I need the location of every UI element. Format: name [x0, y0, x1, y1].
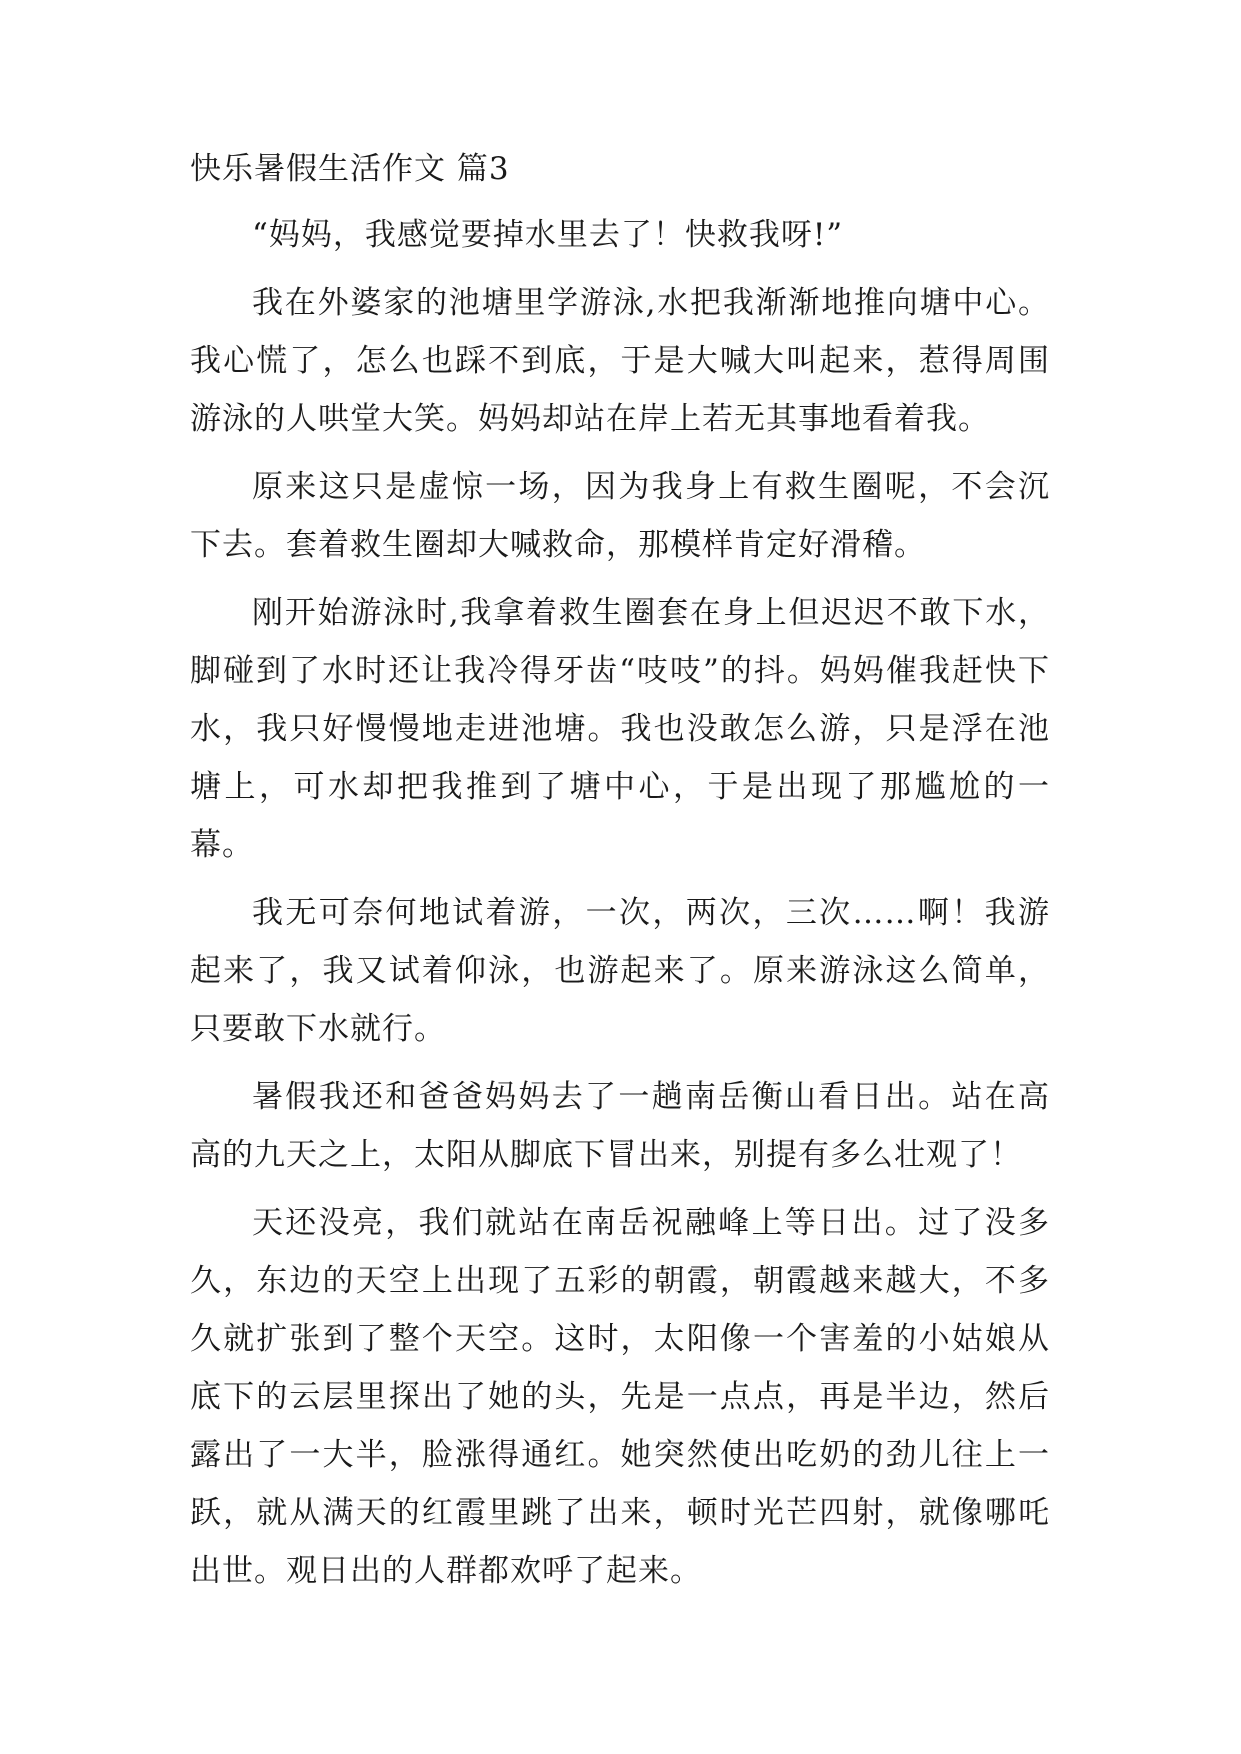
paragraph-3: 原来这只是虚惊一场，因为我身上有救生圈呢，不会沉下去。套着救生圈却大喊救命，那模样肯定好滑稽。: [190, 469, 1050, 563]
essay-title: 快乐暑假生活作文 篇3: [190, 151, 510, 187]
paragraph-7: 天还没亮，我们就站在南岳祝融峰上等日出。过了没多久，东边的天空上出现了五彩的朝霞，朝霞越来越大，不多久就扩张到了整个天空。这时，太阳像一个害羞的小姑娘从底下的云层里探出了她的头，先是一点点，再是半边，然后露出了一大半，脸涨得通红。她突然使出吃奶的劲儿往上一跃，就从满天的红霞里跳了出来，顿时光芒四射，就像哪吒出世。观日出的人群都欢呼了起来。: [190, 1205, 1050, 1589]
paragraph-5: 我无可奈何地试着游，一次，两次，三次……啊！我游起来了，我又试着仰泳，也游起来了。原来游泳这么简单，只要敢下水就行。: [190, 895, 1050, 1047]
paragraph-2: 我在外婆家的池塘里学游泳,水把我渐渐地推向塘中心。我心慌了，怎么也踩不到底，于是大喊大叫起来，惹得周围游泳的人哄堂大笑。妈妈却站在岸上若无其事地看着我。: [190, 285, 1050, 437]
document-body: [190, 140, 1050, 1610]
paragraph-1: “妈妈，我感觉要掉水里去了！快救我呀!”: [252, 217, 844, 253]
paragraph-6: 暑假我还和爸爸妈妈去了一趟南岳衡山看日出。站在高高的九天之上，太阳从脚底下冒出来，别提有多么壮观了！: [190, 1079, 1050, 1173]
paragraph-4: 刚开始游泳时,我拿着救生圈套在身上但迟迟不敢下水，脚碰到了水时还让我冷得牙齿“吱吱”的抖。妈妈催我赶快下水，我只好慢慢地走进池塘。我也没敢怎么游，只是浮在池塘上，可水却把我推到了塘中心，于是出现了那尴尬的一幕。: [190, 595, 1050, 863]
